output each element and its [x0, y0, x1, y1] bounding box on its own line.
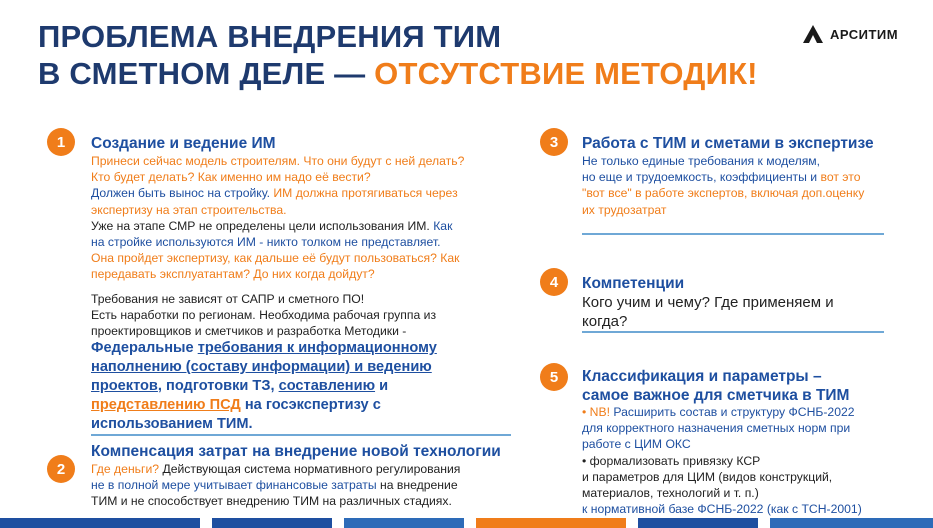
logo-triangle-icon [802, 24, 824, 44]
s1-big-link: наполнению (составу информации) и ведению [91, 359, 432, 375]
s1-big: Федеральные [91, 340, 198, 356]
s1-big: , подготовки ТЗ, [157, 378, 279, 394]
s5-text: • NB! [582, 405, 614, 419]
s1-text: передавать эксплуатантам? До них когда дойдут? [91, 267, 375, 282]
s1-text: Кто будет делать? Как именно им надо её вести? [91, 170, 371, 185]
s5-heading-line: самое важное для сметчика в ТИМ [582, 387, 850, 404]
s3-text: вот это [820, 170, 861, 185]
s5-heading-line: Классификация и параметры – [582, 368, 822, 385]
s1-big-link: составлению [278, 378, 376, 394]
s1-text: на стройке используются ИМ - никто толком не представляет. [91, 235, 441, 250]
s2-text-row [91, 477, 511, 493]
title-line-2 [38, 55, 758, 92]
s2-text: не в полной мере учитывает финансовые затраты [91, 478, 377, 493]
s4-text: Кого учим и чему? Где применяем и [582, 294, 834, 311]
s1-text: Есть наработки по регионам. Необходима рабочая группа из [91, 308, 437, 323]
s2-text: ТИМ и не способствует внедрению ТИМ на различных стадиях. [91, 494, 452, 509]
s1-text: Должен быть вынос на стройку. [91, 186, 274, 201]
section-2-number: 2 [47, 455, 75, 483]
s1-big: использованием ТИМ. [91, 416, 253, 432]
s1-text: проектировщиков и сметчиков и разработка Методики - [91, 324, 407, 339]
section-1-body [91, 153, 511, 283]
s1-text-row [91, 185, 511, 201]
s5-text: • формализовать привязку КСР [582, 453, 761, 468]
section-divider [582, 331, 884, 333]
s2-text-row [91, 461, 511, 477]
s1-text: Уже на этапе СМР не определены цели использования ИМ. [91, 218, 434, 233]
section-2-heading: Компенсация затрат на внедрение новой технологии [91, 443, 501, 460]
s1-text: экспертизу на этап строительства. [91, 202, 287, 217]
s1-text: Она пройдет экспертизу, как дальше её будут пользоваться? Как [91, 251, 460, 266]
s5-text: и параметров для ЦИМ (видов конструкций, [582, 469, 833, 484]
s1-big-link: представлению ПСД [91, 397, 241, 413]
s1-big-row [91, 396, 511, 415]
s5-text-row [582, 404, 902, 420]
section-4-heading: Компетенции [582, 275, 685, 292]
s3-text: Не только единые требования к моделям, [582, 154, 821, 168]
s1-big-row [91, 377, 511, 396]
title-highlight: ОТСУТСТВИЕ МЕТОДИК! [374, 56, 758, 91]
logo-text: АРСИТИМ [830, 26, 899, 42]
section-1-methodology [91, 339, 511, 434]
s5-text: материалов, технологий и т. п.) [582, 486, 759, 501]
s3-text: "вот все" в работе экспертов, включая доп.оценку [582, 186, 865, 201]
page-title [38, 18, 758, 92]
s1-big: и [375, 378, 389, 394]
section-5-heading [582, 367, 849, 405]
s5-text: для корректного назначения сметных норм при [582, 421, 851, 436]
footer-stripe [0, 518, 933, 528]
s1-big: на госэкспертизу с [240, 397, 381, 413]
s5-text: работе с ЦИМ ОКС [582, 437, 691, 452]
title-line-2-prefix: В СМЕТНОМ ДЕЛЕ — [38, 56, 375, 91]
s1-text: ИМ должна протягиваться через [273, 186, 458, 201]
logo [802, 24, 898, 44]
s3-text: их трудозатрат [582, 202, 667, 217]
section-3-number: 3 [540, 128, 568, 156]
s3-text-row [582, 169, 902, 185]
title-line-1: ПРОБЛЕМА ВНЕДРЕНИЯ ТИМ [38, 19, 502, 54]
section-divider [582, 233, 884, 235]
s4-text: когда? [582, 313, 628, 330]
section-3-body [582, 153, 902, 218]
s5-text: Расширить состав и структуру ФСНБ-2022 [613, 405, 855, 419]
s3-text: но еще и трудоемкость, коэффициенты и [582, 170, 821, 185]
section-5-number: 5 [540, 363, 568, 391]
section-4-number: 4 [540, 268, 568, 296]
section-1-number: 1 [47, 128, 75, 156]
section-3-heading: Работа с ТИМ и сметами в экспертизе [582, 135, 874, 152]
section-2-body [91, 461, 511, 510]
s2-text: на внедрение [376, 478, 458, 493]
s1-big-link: требования к информационному [197, 340, 437, 356]
s1-big-row [91, 339, 511, 358]
s1-text-row [91, 218, 511, 234]
section-1-heading: Создание и ведение ИМ [91, 135, 276, 152]
s5-text: к нормативной базе ФСНБ-2022 (как с ТСН-2001) [582, 502, 862, 517]
s1-text: Принеси сейчас модель строителям. Что они будут с ней делать? [91, 154, 465, 168]
section-5-body [582, 404, 902, 517]
s1-text: Как [433, 218, 453, 233]
s1-text: Требования не зависят от САПР и сметного ПО! [91, 292, 365, 306]
section-divider [91, 434, 511, 436]
section-4-body [582, 293, 902, 331]
section-1-requirements [91, 291, 511, 340]
s2-text: Действующая система нормативного регулирования [162, 462, 461, 476]
s2-text: Где деньги? [91, 462, 163, 476]
s1-big-link: проектов [91, 378, 158, 394]
